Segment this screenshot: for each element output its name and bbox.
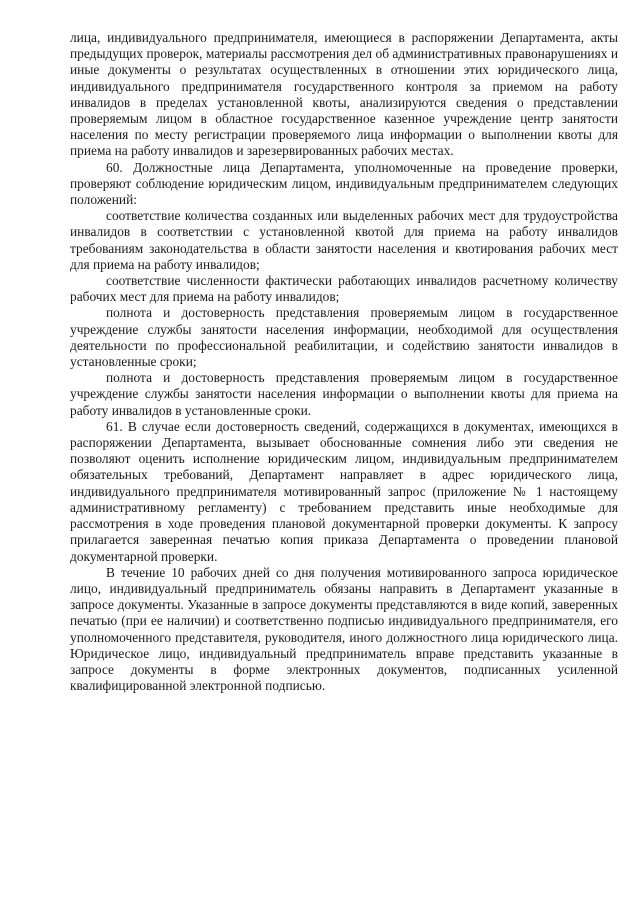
- paragraph-continuation: лица, индивидуального предпринимателя, имеющиеся в распоряжении Департамента, акты предыдущих проверок, материалы рассмотрения дел об административных правонарушениях и иные документы о результатах осуществленных в отношении этих юридического лица, индивидуального предпринимателя государственного контроля за приемом на работу инвалидов в пределах установленной квоты, анализируются сведения о представлении проверяемым лицом в областное государственное казенное учреждение центр занятости населения по месту регистрации проверяемого лица информации о выполнении квоты для приема на работу инвалидов и зарезервированных рабочих местах.: [70, 30, 618, 159]
- paragraph-item-employee-count: соответствие численности фактически работающих инвалидов расчетному количеству рабочих мест для приема на работу инвалидов;: [70, 273, 618, 305]
- document-page: [70, 30, 618, 694]
- paragraph-response-deadline: В течение 10 рабочих дней со дня получения мотивированного запроса юридическое лицо, индивидуальный предприниматель обязаны направить в Департамент указанные в запросе документы. Указанные в запросе документы представляются в виде копий, заверенных печатью (при ее наличии) и соответственно подписью индивидуального предпринимателя, его уполномоченного представителя, руководителя, иного должностного лица юридического лица. Юридическое лицо, индивидуальный предприниматель вправе представить указанные в запросе документы в форме электронных документов, подписанных усиленной квалифицированной электронной подписью.: [70, 564, 618, 694]
- paragraph-60: 60. Должностные лица Департамента, уполномоченные на проведение проверки, проверяют соблюдение юридическим лицом, индивидуальным предпринимателем следующих положений:: [70, 159, 618, 208]
- paragraph-item-quota-info: полнота и достоверность представления проверяемым лицом в государственное учреждение службы занятости населения информации о выполнении квоты для приема на работу инвалидов в установленные сроки.: [70, 370, 618, 418]
- paragraph-item-quota-compliance: соответствие количества созданных или выделенных рабочих мест для трудоустройства инвалидов в соответствии с установленной квотой для приема на работу инвалидов требованиям законодательства в области занятости населения и квотирования рабочих мест для приема на работу инвалидов;: [70, 208, 618, 272]
- paragraph-61: 61. В случае если достоверность сведений, содержащихся в документах, имеющихся в распоряжении Департамента, вызывает обоснованные сомнения либо эти сведения не позволяют оценить исполнение юридическим лицом, индивидуальным предпринимателем обязательных требований, Департамент направляет в адрес юридического лица, индивидуального предпринимателя мотивированный запрос (приложение № 1 настоящему административному регламенту) с требованием представить иные необходимые для рассмотрения в ходе проведения плановой документарной проверки документы. К запросу прилагается заверенная печатью копия приказа Департамента о проведении плановой документарной проверки.: [70, 418, 618, 564]
- paragraph-item-rehab-info: полнота и достоверность представления проверяемым лицом в государственное учреждение службы занятости населения информации, необходимой для осуществления деятельности по профессиональной реабилитации, и содействию занятости инвалидов в установленные сроки;: [70, 305, 618, 370]
